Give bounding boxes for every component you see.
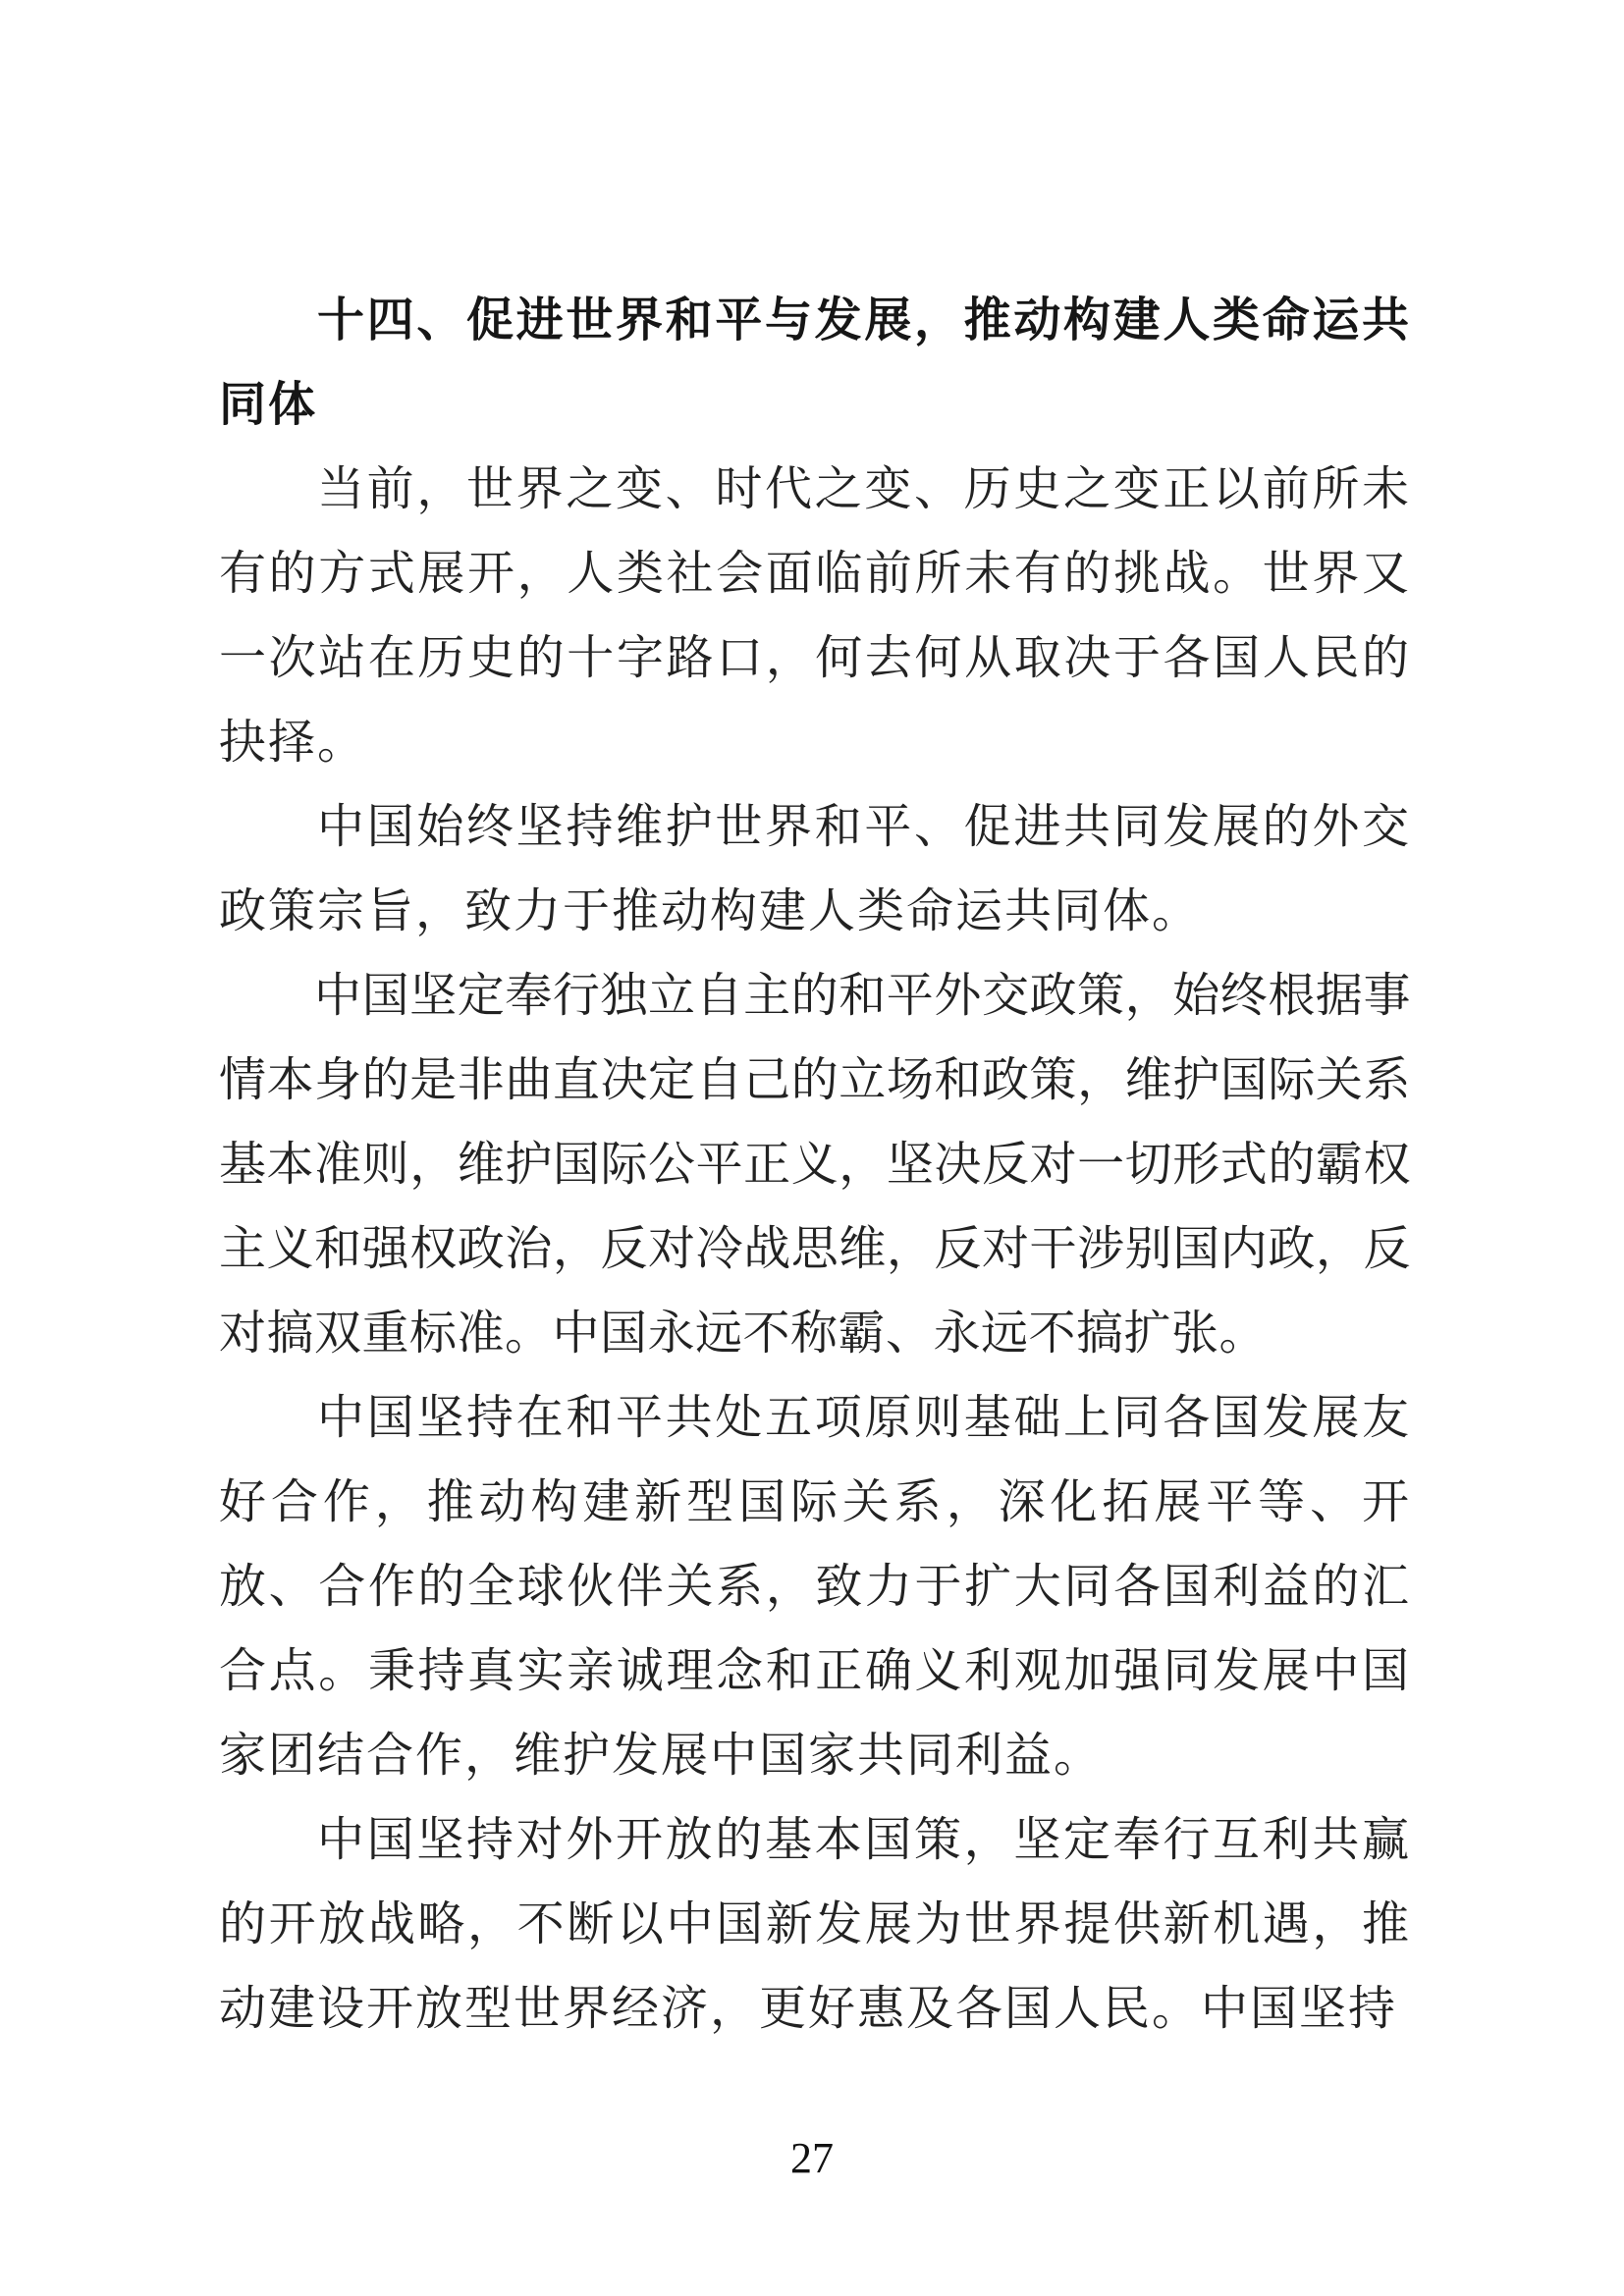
section-heading: 十四、促进世界和平与发展，推动构建人类命运共同体 xyxy=(219,294,1411,431)
page-content xyxy=(219,279,1411,2052)
paragraph-3: 中国坚定奉行独立自主的和平外交政策，始终根据事情本身的是非曲直决定自己的立场和政策，维护国际关系基本准则，维护国际公平正义，坚决反对一切形式的霸权主义和强权政治，反对冷战思维，反对干涉别国内政，反对搞双重标准。中国永远不称霸、永远不搞扩张。 xyxy=(219,970,1411,1360)
paragraph-2: 中国始终坚持维护世界和平、促进共同发展的外交政策宗旨，致力于推动构建人类命运共同体。 xyxy=(219,801,1411,937)
paragraph-1: 当前，世界之变、时代之变、历史之变正以前所未有的方式展开，人类社会面临前所未有的挑战。世界又一次站在历史的十字路口，何去何从取决于各国人民的抉择。 xyxy=(219,463,1411,769)
page-number: 27 xyxy=(790,2134,834,2182)
paragraph-5: 中国坚持对外开放的基本国策，坚定奉行互利共赢的开放战略，不断以中国新发展为世界提供新机遇，推动建设开放型世界经济，更好惠及各国人民。中国坚持 xyxy=(219,1814,1411,2035)
paragraph-4: 中国坚持在和平共处五项原则基础上同各国发展友好合作，推动构建新型国际关系，深化拓展平等、开放、合作的全球伙伴关系，致力于扩大同各国利益的汇合点。秉持真实亲诚理念和正确义利观加强同发展中国家团结合作，维护发展中国家共同利益。 xyxy=(219,1392,1411,1782)
